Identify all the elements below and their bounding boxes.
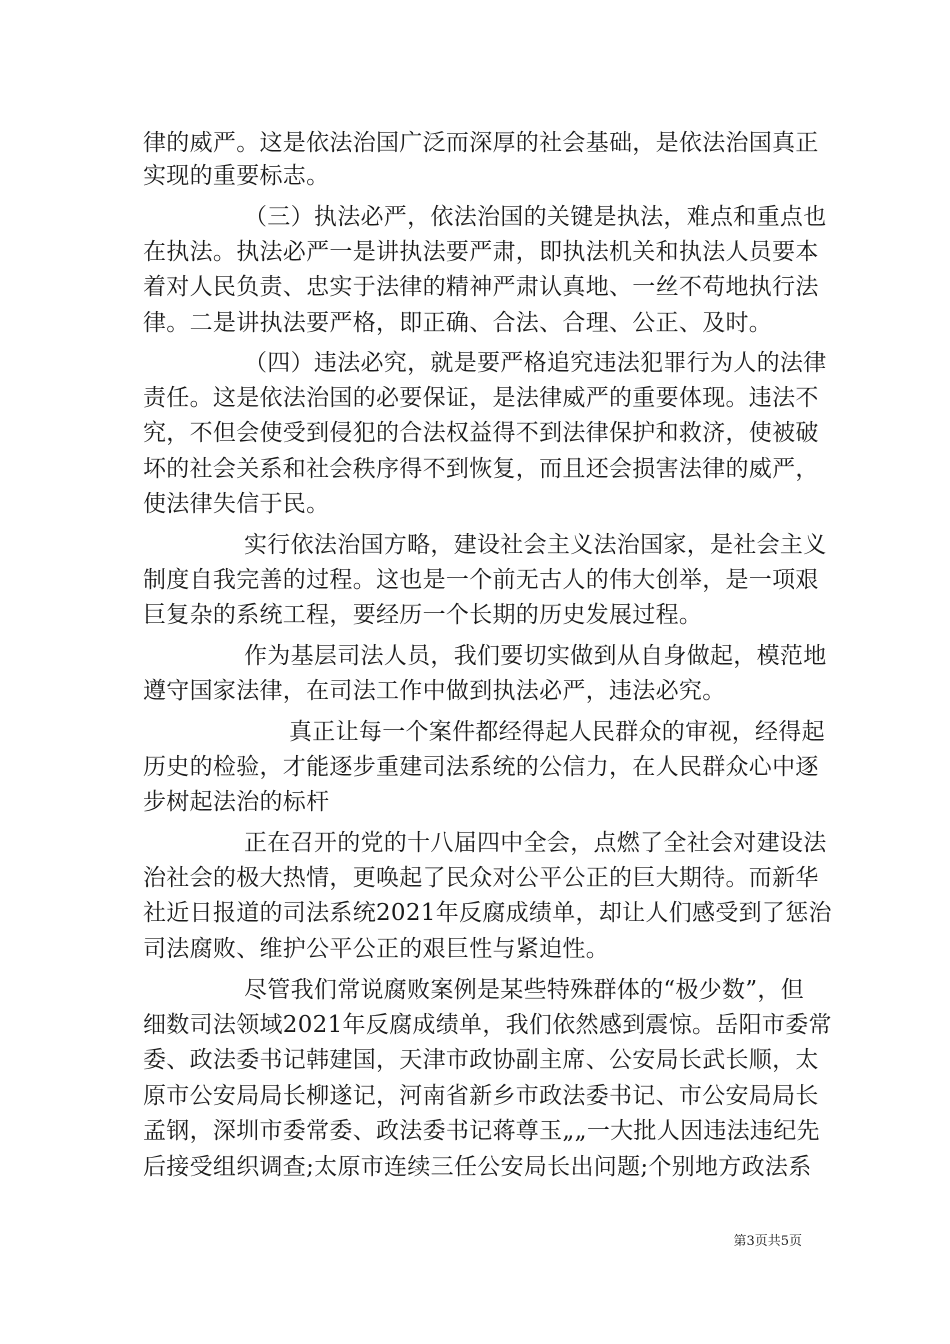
text-line: 历史的检验，才能逐步重建司法系统的公信力，在人民群众心中逐 [143, 754, 819, 780]
text-line: （三）执法必严，依法治国的关键是执法，难点和重点也 [244, 204, 827, 230]
text-line: 作为基层司法人员，我们要切实做到从自身做起，模范地 [244, 643, 827, 669]
text-line: 治社会的极大热情，更唤起了民众对公平公正的巨大期待。而新华 [143, 865, 819, 891]
page-number-footer: 第3页共5页 [733, 1234, 802, 1249]
text-line: 实行依法治国方略，建设社会主义法治国家，是社会主义 [244, 532, 827, 558]
text-line: 律。二是讲执法要严格，即正确、合法、合理、公正、及时。 [143, 310, 773, 336]
text-line: 细数司法领域2021年反腐成绩单，我们依然感到震惊。岳阳市委常 [143, 1012, 832, 1038]
text-line: 司法腐败、维护公平公正的艰巨性与紧迫性。 [143, 936, 609, 962]
text-line: 尽管我们常说腐败案例是某些特殊群体的“极少数”，但 [244, 977, 805, 1003]
text-line: 孟钢，深圳市委常委、政法委书记蒋尊玉„„一大批人因违法违纪先 [143, 1118, 820, 1144]
text-line: 巨复杂的系统工程，要经历一个长期的历史发展过程。 [143, 602, 703, 628]
text-line: 在执法。执法必严一是讲执法要严肃，即执法机关和执法人员要本 [143, 239, 819, 265]
text-line: 社近日报道的司法系统2021年反腐成绩单，却让人们感受到了惩治 [143, 900, 832, 926]
text-line: 正在召开的党的十八届四中全会，点燃了全社会对建设法 [244, 830, 827, 856]
text-line: 着对人民负责、忠实于法律的精神严肃认真地、一丝不苟地执行法 [143, 274, 819, 300]
text-line: 律的威严。这是依法治国广泛而深厚的社会基础，是依法治国真正 [143, 130, 819, 156]
text-line: 责任。这是依法治国的必要保证，是法律威严的重要体现。违法不 [143, 385, 819, 411]
text-line: （四）违法必究，就是要严格追究违法犯罪行为人的法律 [244, 350, 827, 376]
text-line: 遵守国家法律，在司法工作中做到执法必严，违法必究。 [143, 678, 726, 704]
text-line: 实现的重要标志。 [143, 163, 330, 189]
text-line: 原市公安局局长柳遂记，河南省新乡市政法委书记、市公安局局长 [143, 1083, 819, 1109]
text-line: 真正让每一个案件都经得起人民群众的审视，经得起 [289, 719, 825, 745]
text-line: 制度自我完善的过程。这也是一个前无古人的伟大创举，是一项艰 [143, 567, 819, 593]
text-line: 委、政法委书记韩建国，天津市政协副主席、公安局长武长顺，太 [143, 1047, 819, 1073]
text-line: 使法律失信于民。 [143, 491, 330, 517]
text-line: 后接受组织调查;太原市连续三任公安局长出问题;个别地方政法系 [143, 1154, 812, 1180]
text-line: 坏的社会关系和社会秩序得不到恢复，而且还会损害法律的威严， [143, 456, 819, 482]
text-line: 究，不但会使受到侵犯的合法权益得不到法律保护和救济，使被破 [143, 420, 819, 446]
text-line: 步树起法治的标杆 [143, 789, 330, 815]
